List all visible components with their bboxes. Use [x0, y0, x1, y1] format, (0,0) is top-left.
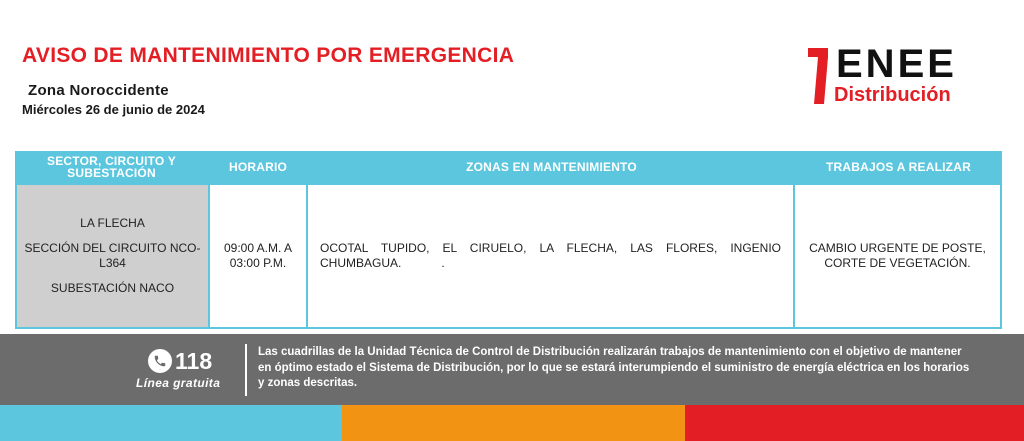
table-header [15, 151, 1002, 182]
enee-logo [806, 42, 996, 110]
footer-notice: Las cuadrillas de la Unidad Técnica de Control de Distribución realizarán trabajos de mantenimiento con el objetivo de mantener en óptimo estado el Sistema de Distribución, por lo que se estará interumpiendo el suministro de energía eléctrica en los horarios y zonas descritas. [258, 346, 970, 389]
footer-divider [245, 344, 247, 396]
logo-subtitle: Distribución [834, 84, 951, 106]
phone-label: Línea gratuita [136, 376, 221, 390]
stripe-red [685, 405, 1024, 441]
enee-logo-mark-icon [806, 48, 830, 104]
zones-cell [308, 185, 793, 327]
phone-number: 118 [175, 348, 213, 374]
work-text: CAMBIO URGENTE DE POSTE, CORTE DE VEGETACIÓN. [809, 241, 986, 270]
zones-text: OCOTAL TUPIDO, EL CIRUELO, LA FLECHA, LAS FLORES, INGENIO CHUMBAGUA. . [320, 241, 785, 270]
schedule-text: 09:00 A.M. A 03:00 P.M. [223, 241, 293, 270]
header-zones: ZONAS EN MANTENIMIENTO [466, 159, 637, 174]
notice-date: Miércoles 26 de junio de 2024 [22, 102, 205, 117]
sector-name: LA FLECHA [80, 216, 145, 230]
header-work: TRABAJOS A REALIZAR [826, 159, 971, 174]
phone-icon [148, 349, 172, 373]
header-schedule: HORARIO [228, 159, 288, 174]
sector-cell [17, 185, 208, 327]
footer-bar [0, 334, 1024, 405]
schedule-cell [210, 185, 306, 327]
phone-handset-icon [153, 354, 167, 368]
substation-name: SUBESTACIÓN NACO [50, 281, 175, 295]
zone-name: Zona Noroccidente [28, 82, 169, 99]
work-cell [795, 185, 1000, 327]
notice-title: AVISO DE MANTENIMIENTO POR EMERGENCIA [22, 44, 515, 67]
header-sector: SECTOR, CIRCUITO Y SUBESTACIÓN [47, 153, 176, 180]
stripe-cyan [0, 405, 342, 441]
maintenance-table [15, 151, 1002, 329]
stripe-orange [342, 405, 685, 441]
circuit-name: SECCIÓN DEL CIRCUITO NCO-L364 [24, 241, 201, 270]
logo-wordmark: ENEE [836, 42, 957, 86]
